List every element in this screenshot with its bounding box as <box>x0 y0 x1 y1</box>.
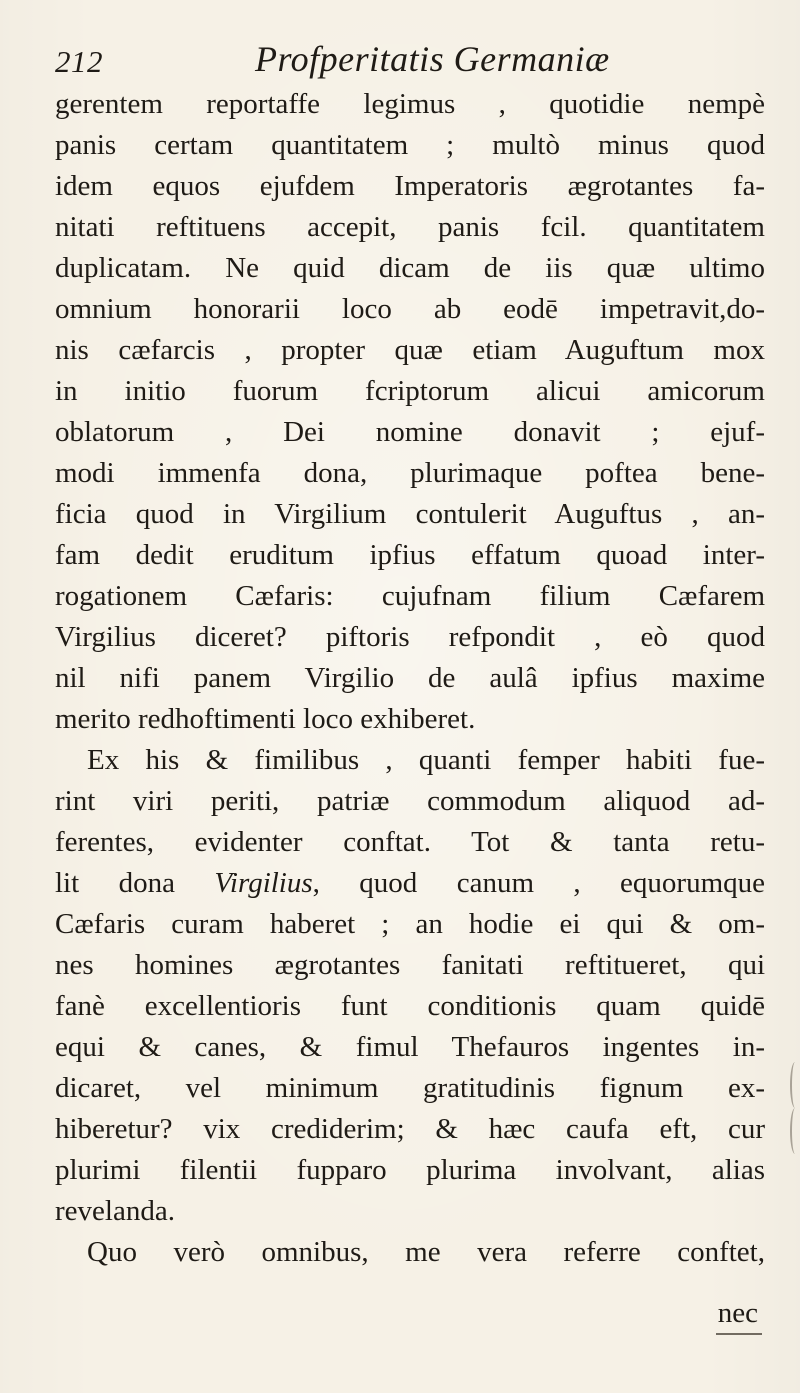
text-line-1: gerentem reportaffe legimus , quotidie nempè <box>55 88 765 120</box>
margin-bleed-mark <box>790 1062 800 1108</box>
catchword: nec <box>717 1297 758 1329</box>
text-line-25: dicaret, vel minimum gratitudinis fignum ex- <box>55 1072 765 1104</box>
italic-name-virgilius: Virgilius <box>214 867 313 899</box>
text-line-18: rint viri periti, patriæ commodum aliquod ad- <box>55 785 765 817</box>
text-line-16: merito redhoftimenti loco exhiberet. <box>55 703 476 735</box>
text-line-10: modi immenfa dona, plurimaque poftea bene- <box>55 457 765 489</box>
text-line-27: plurimi filentii fupparo plurima involvant, alias <box>55 1154 765 1186</box>
text-line-24: equi & canes, & fimul Thefauros ingentes in- <box>55 1031 765 1063</box>
running-title: Profperitatis Germaniæ <box>255 39 610 79</box>
text-line-8: in initio fuorum fcriptorum alicui amicorum <box>55 375 765 407</box>
text-line-20-start: lit dona <box>55 867 175 899</box>
text-line-14: Virgilius diceret? piftoris refpondit , eò quod <box>55 621 765 653</box>
text-line-5: duplicatam. Ne quid dicam de iis quæ ultimo <box>55 252 765 284</box>
text-line-12: fam dedit eruditum ipfius effatum quoad inter- <box>55 539 765 571</box>
margin-bleed-mark <box>790 1108 800 1154</box>
text-line-4: nitati reftituens accepit, panis fcil. quantitatem <box>55 211 765 243</box>
text-line-28: revelanda. <box>55 1195 175 1227</box>
text-line-17: Ex his & fimilibus , quanti femper habiti fue- <box>87 744 765 776</box>
text-line-26: hiberetur? vix crediderim; & hæc caufa eft, cur <box>55 1113 765 1145</box>
text-line-9: oblatorum , Dei nomine donavit ; ejuf- <box>55 416 765 448</box>
text-line-23: fanè excellentioris funt conditionis quam quidē <box>55 990 765 1022</box>
text-line-19: ferentes, evidenter conftat. Tot & tanta retu- <box>55 826 765 858</box>
text-line-3: idem equos ejufdem Imperatoris ægrotantes fa- <box>55 170 765 202</box>
text-line-20-rest: , quod canum , equorumque <box>312 867 765 899</box>
text-line-29: Quo verò omnibus, me vera referre conftet, <box>87 1236 765 1268</box>
text-line-7: nis cæfarcis , propter quæ etiam Auguftum mox <box>55 334 765 366</box>
text-line-11: ficia quod in Virgilium contulerit Auguftus , an- <box>55 498 765 530</box>
body-text <box>55 84 765 1273</box>
text-line-6: omnium honorarii loco ab eodē impetravit,do- <box>55 293 765 325</box>
text-line-13: rogationem Cæfaris: cujufnam filium Cæfarem <box>55 580 765 612</box>
text-line-22: nes homines ægrotantes fanitati reftitueret, qui <box>55 949 765 981</box>
page-number: 212 <box>55 44 103 79</box>
page-header <box>55 38 745 88</box>
catchword-rule <box>716 1333 762 1335</box>
text-line-21: Cæfaris curam haberet ; an hodie ei qui & om- <box>55 908 765 940</box>
text-line-2: panis certam quantitatem ; multò minus quod <box>55 129 765 161</box>
text-line-15: nil nifi panem Virgilio de aulâ ipfius maxime <box>55 662 765 694</box>
text-line-20 <box>55 863 765 904</box>
